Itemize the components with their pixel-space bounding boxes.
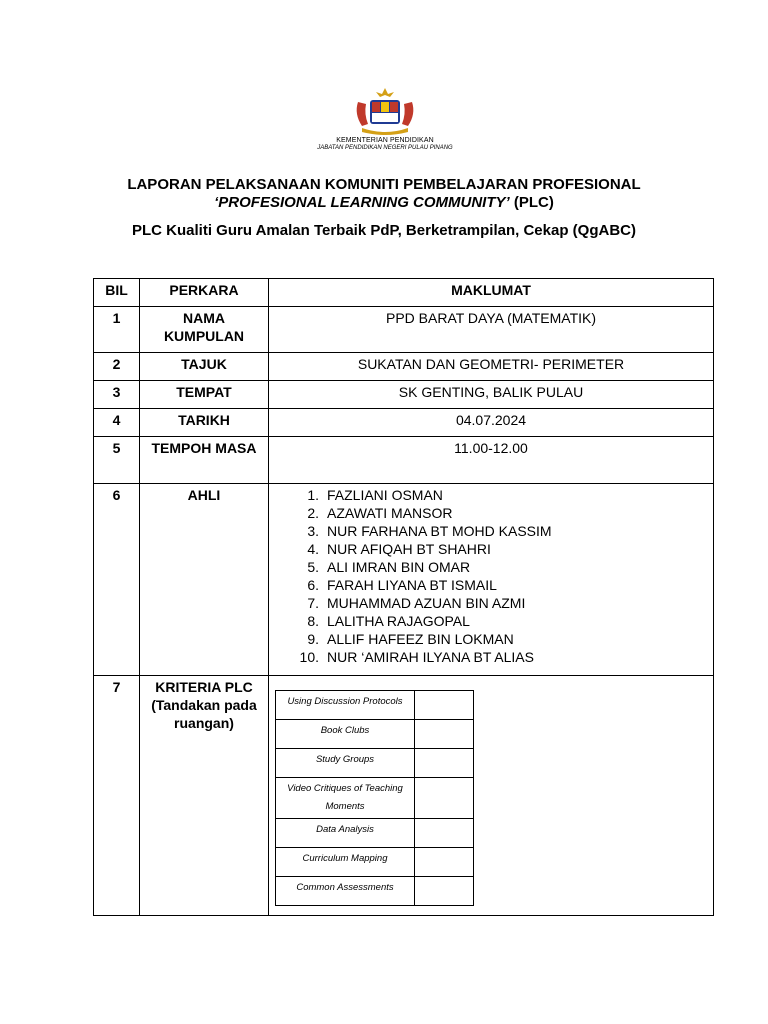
kriteria-row: [276, 848, 474, 877]
kriteria-checkbox[interactable]: [415, 778, 474, 819]
row-perkara: TEMPOH MASA: [140, 437, 269, 484]
kriteria-label: Using Discussion Protocols: [276, 691, 415, 720]
kriteria-label: Book Clubs: [276, 720, 415, 749]
table-row: [94, 437, 714, 484]
kriteria-row: [276, 720, 474, 749]
report-subtitle: [0, 194, 768, 211]
member-name: ALLIF HAFEEZ BIN LOKMAN: [327, 631, 514, 647]
table-row: [94, 381, 714, 409]
report-subtitle-italic: ‘PROFESIONAL LEARNING COMMUNITY’: [214, 194, 510, 211]
member-number: 9.: [307, 631, 319, 647]
table-header-row: [94, 279, 714, 307]
row-maklumat: SUKATAN DAN GEOMETRI- PERIMETER: [269, 353, 714, 381]
kriteria-checkbox[interactable]: [415, 819, 474, 848]
row-perkara: TARIKH: [140, 409, 269, 437]
kriteria-checklist: [275, 690, 474, 906]
member-number: 8.: [307, 613, 319, 629]
member-item: [283, 504, 709, 522]
row-bil: 1: [94, 307, 140, 353]
member-name: NUR ‘AMIRAH ILYANA BT ALIAS: [327, 649, 534, 665]
member-name: LALITHA RAJAGOPAL: [327, 613, 470, 629]
member-number: 7.: [307, 595, 319, 611]
row-maklumat: SK GENTING, BALIK PULAU: [269, 381, 714, 409]
kriteria-row: [276, 877, 474, 906]
kriteria-label: Curriculum Mapping: [276, 848, 415, 877]
members-cell: [269, 484, 714, 676]
kriteria-label: Data Analysis: [276, 819, 415, 848]
row-bil: 2: [94, 353, 140, 381]
kriteria-row: [276, 819, 474, 848]
kriteria-checkbox[interactable]: [415, 720, 474, 749]
logo-department-name: JABATAN PENDIDIKAN NEGERI PULAU PINANG: [317, 145, 453, 151]
member-name: FARAH LIYANA BT ISMAIL: [327, 577, 497, 593]
member-item: [283, 540, 709, 558]
header-maklumat: MAKLUMAT: [269, 279, 714, 307]
report-subtitle-suffix: (PLC): [509, 194, 554, 211]
member-name: NUR AFIQAH BT SHAHRI: [327, 541, 491, 557]
member-item: [283, 522, 709, 540]
member-number: 2.: [307, 505, 319, 521]
member-item: [283, 630, 709, 648]
plc-title: PLC Kualiti Guru Amalan Terbaik PdP, Berketrampilan, Cekap (QgABC): [131, 222, 636, 239]
member-name: NUR FARHANA BT MOHD KASSIM: [327, 523, 552, 539]
member-name: MUHAMMAD AZUAN BIN AZMI: [327, 595, 526, 611]
member-name: AZAWATI MANSOR: [327, 505, 453, 521]
row-perkara: AHLI: [140, 484, 269, 676]
table-row: [94, 307, 714, 353]
kriteria-checkbox[interactable]: [415, 848, 474, 877]
member-item: [283, 612, 709, 630]
logo-ministry-name: KEMENTERIAN PENDIDIKAN: [336, 137, 434, 144]
coat-of-arms-icon: [350, 86, 420, 136]
row-perkara: TEMPAT: [140, 381, 269, 409]
row-perkara: TAJUK: [140, 353, 269, 381]
member-item: [283, 594, 709, 612]
member-item: [283, 648, 709, 666]
member-number: 4.: [307, 541, 319, 557]
kriteria-row: [276, 691, 474, 720]
row-perkara: NAMA KUMPULAN: [140, 307, 269, 353]
member-number: 1.: [307, 487, 319, 503]
kriteria-row: [276, 749, 474, 778]
row-maklumat: 04.07.2024: [269, 409, 714, 437]
member-item: [283, 576, 709, 594]
kriteria-checkbox[interactable]: [415, 691, 474, 720]
members-list: [283, 486, 709, 666]
member-name: FAZLIANI OSMAN: [327, 487, 443, 503]
row-bil: 6: [94, 484, 140, 676]
row-bil: 7: [94, 676, 140, 916]
member-number: 10.: [299, 649, 319, 665]
row-bil: 5: [94, 437, 140, 484]
ministry-logo: [300, 86, 470, 168]
table-row: [94, 676, 714, 916]
kriteria-checkbox[interactable]: [415, 877, 474, 906]
member-number: 3.: [307, 523, 319, 539]
kriteria-label: Common Assessments: [276, 877, 415, 906]
row-maklumat: PPD BARAT DAYA (MATEMATIK): [269, 307, 714, 353]
table-row: [94, 484, 714, 676]
kriteria-checkbox[interactable]: [415, 749, 474, 778]
table-row: [94, 409, 714, 437]
header-bil: BIL: [94, 279, 140, 307]
row-perkara: KRITERIA PLC (Tandakan pada ruangan): [140, 676, 269, 916]
member-number: 6.: [307, 577, 319, 593]
kriteria-label: Study Groups: [276, 749, 415, 778]
table-row: [94, 353, 714, 381]
kriteria-row: [276, 778, 474, 819]
member-item: [283, 486, 709, 504]
report-table: [93, 278, 714, 916]
header-perkara: PERKARA: [140, 279, 269, 307]
kriteria-cell: [269, 676, 714, 916]
row-bil: 3: [94, 381, 140, 409]
member-name: ALI IMRAN BIN OMAR: [327, 559, 471, 575]
kriteria-label: Video Critiques of Teaching Moments: [276, 778, 415, 819]
member-item: [283, 558, 709, 576]
row-bil: 4: [94, 409, 140, 437]
member-number: 5.: [307, 559, 319, 575]
report-title: LAPORAN PELAKSANAAN KOMUNITI PEMBELAJARAN PROFESIONAL: [127, 176, 641, 193]
row-maklumat: 11.00-12.00: [269, 437, 714, 484]
